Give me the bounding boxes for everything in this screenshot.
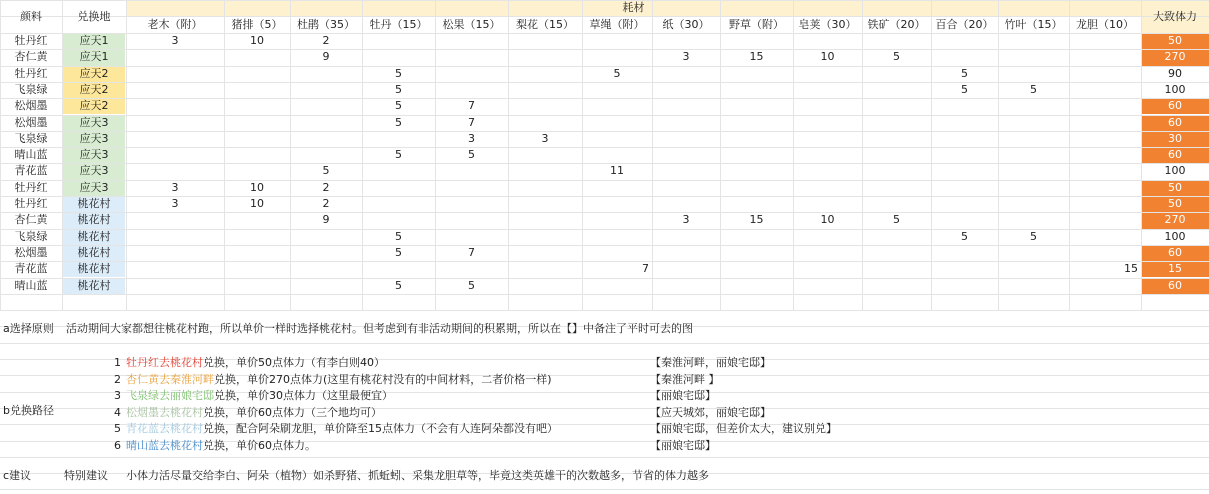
grid-row-line (0, 245, 1209, 246)
cell-stamina[interactable]: 100 (1164, 229, 1186, 243)
header-material[interactable]: 老木（附） (147, 18, 203, 31)
route-line[interactable] (126, 438, 316, 454)
cell-material-qty[interactable]: 5 (613, 66, 621, 80)
cell-location[interactable]: 应天2 (79, 99, 109, 113)
header-pigment[interactable]: 颜料 (20, 10, 42, 23)
grid-col-line (720, 0, 721, 310)
cell-material-qty[interactable]: 5 (395, 229, 402, 243)
cell-location[interactable]: 应天3 (79, 115, 109, 129)
cell-pigment[interactable]: 飞泉绿 (14, 229, 48, 243)
route-number: 6 (114, 438, 121, 452)
cell-material-qty[interactable]: 7 (468, 99, 475, 113)
cell-stamina[interactable]: 30 (1168, 131, 1182, 145)
header-material[interactable]: 松果（15） (442, 18, 501, 31)
cell-stamina[interactable]: 50 (1168, 180, 1182, 194)
cell-pigment[interactable]: 晴山蓝 (14, 148, 48, 162)
cell-stamina[interactable]: 50 (1168, 197, 1182, 210)
grid-row-line (0, 212, 1209, 213)
header-material[interactable]: 草绳（附） (589, 18, 645, 31)
cell-location[interactable]: 应天1 (79, 34, 109, 47)
route-highlight: 牡丹红去桃花村 (126, 356, 203, 369)
route-note[interactable]: 【丽娘宅邸】 (650, 438, 716, 452)
cell-location[interactable]: 应天3 (79, 131, 109, 145)
section-c-sublabel[interactable]: 特别建议 (64, 469, 108, 482)
grid-row-line (0, 131, 1209, 132)
route-text: 兑换，配合阿朵刷龙胆，单价降至15点体力（不会有人连阿朵都没有吧） (203, 422, 558, 435)
grid-row-line (0, 489, 1209, 490)
grid-row-line (0, 457, 1209, 458)
cell-material-qty[interactable]: 2 (322, 34, 330, 47)
cell-material-qty[interactable]: 5 (395, 66, 402, 80)
cell-material-qty[interactable]: 3 (171, 197, 179, 210)
cell-material-qty[interactable]: 5 (468, 148, 475, 162)
header-stamina[interactable]: 大致体力 (1153, 10, 1197, 23)
section-a-label[interactable]: a选择原则 (3, 322, 54, 335)
header-material[interactable]: 猪排（5） (231, 18, 283, 31)
grid-row-line (0, 278, 1209, 279)
cell-stamina[interactable]: 60 (1168, 115, 1182, 129)
section-c-label[interactable]: c建议 (3, 469, 32, 482)
cell-location[interactable]: 应天3 (79, 148, 109, 162)
cell-material-qty[interactable]: 5 (893, 50, 900, 64)
cell-pigment[interactable]: 牡丹红 (14, 34, 48, 47)
grid-col-line (793, 0, 794, 310)
cell-material-qty[interactable]: 9 (322, 50, 330, 64)
cell-location[interactable]: 桃花村 (77, 213, 111, 227)
cell-material-qty[interactable]: 3 (468, 131, 475, 145)
header-material[interactable]: 纸（30） (662, 18, 710, 31)
route-highlight: 松烟墨去桃花村 (126, 405, 203, 419)
header-material[interactable]: 皂荚（30） (798, 18, 857, 31)
cell-location[interactable]: 桃花村 (77, 278, 111, 292)
cell-material-qty[interactable]: 7 (642, 262, 649, 276)
grid-col-line (652, 0, 653, 310)
route-text: 兑换，单价60点体力（三个地均可） (203, 405, 382, 419)
section-a-text[interactable]: 活动期间大家都想往桃花村跑，所以单价一样时选择桃花村。但考虑到有非活动期间的积累期，所以在【】中备注了平时可去的图 (66, 322, 693, 335)
cell-location[interactable]: 应天3 (79, 164, 109, 178)
grid-col-line (931, 0, 932, 310)
cell-location[interactable]: 桃花村 (77, 245, 111, 259)
cell-location[interactable]: 桃花村 (77, 262, 111, 276)
cell-pigment[interactable]: 杏仁黄 (14, 50, 48, 64)
route-highlight: 晴山蓝去桃花村 (126, 438, 203, 452)
cell-material-qty[interactable]: 7 (468, 115, 475, 129)
cell-stamina[interactable]: 60 (1168, 278, 1182, 292)
header-material[interactable]: 竹叶（15） (1004, 18, 1063, 31)
cell-location[interactable]: 应天3 (79, 180, 109, 194)
grid-row-line (0, 343, 1209, 344)
route-number: 2 (114, 372, 121, 386)
grid-row-line (0, 115, 1209, 116)
section-b-label[interactable]: b兑换路径 (3, 404, 54, 417)
route-line[interactable] (126, 388, 393, 404)
cell-material-qty[interactable]: 10 (820, 213, 835, 227)
route-number: 5 (114, 422, 121, 435)
cell-material-qty[interactable]: 3 (682, 50, 690, 64)
header-material[interactable]: 野草（附） (729, 18, 784, 31)
header-material[interactable]: 百合（20） (935, 18, 994, 31)
cell-material-qty[interactable]: 5 (395, 245, 402, 259)
cell-material-qty[interactable]: 5 (1030, 229, 1037, 243)
cell-location[interactable]: 桃花村 (77, 197, 111, 210)
route-highlight: 杏仁黄去秦淮河畔 (126, 372, 214, 386)
grid-row-line (0, 98, 1209, 99)
route-number: 3 (114, 389, 121, 402)
cell-material-qty[interactable]: 5 (1030, 82, 1037, 96)
cell-material-qty[interactable]: 3 (171, 180, 179, 194)
cell-stamina[interactable]: 270 (1164, 213, 1186, 227)
cell-material-qty[interactable]: 5 (395, 148, 402, 162)
cell-material-qty[interactable]: 10 (250, 34, 264, 47)
cell-material-qty[interactable]: 9 (322, 213, 330, 227)
cell-location[interactable]: 应天2 (79, 82, 109, 96)
route-number: 1 (114, 356, 121, 369)
cell-stamina[interactable]: 100 (1164, 82, 1186, 96)
route-line[interactable] (126, 405, 382, 421)
cell-pigment[interactable]: 松烟墨 (14, 115, 48, 129)
route-note[interactable]: 【应天城郊，丽娘宅邸】 (650, 405, 771, 419)
cell-material-qty[interactable]: 15 (749, 50, 764, 64)
cell-pigment[interactable]: 松烟墨 (14, 99, 48, 113)
header-material[interactable]: 杜鹃（35） (297, 18, 355, 31)
header-material[interactable]: 龙胆（10） (1076, 18, 1134, 31)
header-location[interactable]: 兑换地 (77, 10, 111, 23)
section-c-text[interactable]: 小体力活尽量交给李白、阿朵（植物）如杀野猪、抓蚯蚓、采集龙胆草等，毕竟这类英雄干的次数越多，节省的体力越多 (126, 469, 709, 482)
route-text: 兑换，单价50点体力（有李白则40） (203, 356, 385, 369)
cell-location[interactable]: 应天2 (79, 66, 109, 80)
cell-material-qty[interactable]: 15 (1124, 262, 1138, 276)
cell-material-qty[interactable]: 7 (468, 245, 475, 259)
cell-material-qty[interactable]: 2 (322, 197, 330, 210)
route-line[interactable] (126, 372, 552, 388)
cell-stamina[interactable]: 100 (1164, 164, 1186, 178)
cell-stamina[interactable]: 15 (1168, 262, 1182, 276)
route-note[interactable]: 【秦淮河畔，丽娘宅邸】 (650, 356, 771, 369)
route-highlight: 飞泉绿去丽娘宅邸 (126, 389, 214, 402)
grid-row-line (0, 294, 1209, 295)
cell-material-qty[interactable]: 15 (749, 213, 764, 227)
route-number: 4 (114, 405, 121, 419)
cell-material-qty[interactable]: 11 (610, 164, 624, 178)
route-text: 兑换，单价60点体力。 (203, 438, 316, 452)
grid-col-line (998, 0, 999, 310)
cell-material-qty[interactable]: 5 (893, 213, 900, 227)
cell-material-qty[interactable]: 5 (468, 278, 475, 292)
cell-material-qty[interactable]: 10 (820, 50, 835, 64)
grid-col-line (508, 0, 509, 310)
cell-material-qty[interactable]: 2 (322, 180, 330, 194)
cell-pigment[interactable]: 牡丹红 (14, 180, 48, 194)
grid-row-line (0, 310, 1209, 311)
route-highlight: 青花蓝去桃花村 (126, 422, 203, 435)
cell-pigment[interactable]: 晴山蓝 (14, 278, 48, 292)
header-material[interactable]: 梨花（15） (516, 18, 574, 31)
header-material[interactable]: 铁矿（20） (867, 18, 926, 31)
cell-material-qty[interactable]: 5 (395, 278, 402, 292)
route-line[interactable] (126, 421, 558, 437)
cell-stamina[interactable]: 60 (1168, 99, 1182, 113)
cell-material-qty[interactable]: 3 (682, 213, 690, 227)
cell-material-qty[interactable]: 3 (541, 131, 549, 145)
route-note[interactable]: 【丽娘宅邸，但差价太大，建议别兑】 (650, 422, 837, 435)
grid-col-line (862, 0, 863, 310)
cell-pigment[interactable]: 杏仁黄 (14, 213, 48, 227)
cell-stamina[interactable]: 90 (1168, 66, 1182, 80)
cell-pigment[interactable]: 牡丹红 (14, 197, 48, 210)
cell-material-qty[interactable]: 10 (250, 197, 264, 210)
cell-location[interactable]: 应天1 (79, 50, 109, 64)
cell-stamina[interactable]: 270 (1164, 50, 1186, 64)
route-line[interactable] (126, 355, 385, 371)
cell-stamina[interactable]: 60 (1168, 245, 1182, 259)
cell-pigment[interactable]: 青花蓝 (14, 164, 48, 178)
cell-material-qty[interactable]: 10 (250, 180, 264, 194)
header-materials-group[interactable]: 耗材 (622, 1, 645, 14)
route-note[interactable]: 【丽娘宅邸】 (650, 389, 716, 402)
cell-stamina[interactable]: 50 (1168, 34, 1182, 47)
cell-material-qty[interactable]: 5 (395, 82, 402, 96)
cell-material-qty[interactable]: 5 (395, 99, 402, 113)
cell-material-qty[interactable]: 5 (961, 82, 968, 96)
cell-location[interactable]: 桃花村 (77, 229, 111, 243)
cell-material-qty[interactable]: 5 (961, 66, 968, 80)
cell-pigment[interactable]: 松烟墨 (14, 245, 48, 259)
route-text: 兑换，单价270点体力(这里有桃花村没有的中间材料，二者价格一样) (214, 372, 552, 386)
cell-pigment[interactable]: 飞泉绿 (14, 131, 48, 145)
cell-pigment[interactable]: 青花蓝 (14, 262, 48, 276)
grid-row-line (0, 147, 1209, 148)
cell-material-qty[interactable]: 3 (171, 34, 179, 47)
cell-stamina[interactable]: 60 (1168, 148, 1182, 162)
header-material[interactable]: 牡丹（15） (369, 18, 428, 31)
cell-material-qty[interactable]: 5 (395, 115, 402, 129)
cell-material-qty[interactable]: 5 (961, 229, 968, 243)
cell-pigment[interactable]: 飞泉绿 (14, 82, 48, 96)
grid-row-line (0, 49, 1209, 50)
route-note[interactable]: 【秦淮河畔 】 (650, 372, 720, 386)
cell-material-qty[interactable]: 5 (322, 164, 330, 178)
route-text: 兑换，单价30点体力（这里最便宜） (214, 389, 393, 402)
cell-pigment[interactable]: 牡丹红 (14, 66, 48, 80)
